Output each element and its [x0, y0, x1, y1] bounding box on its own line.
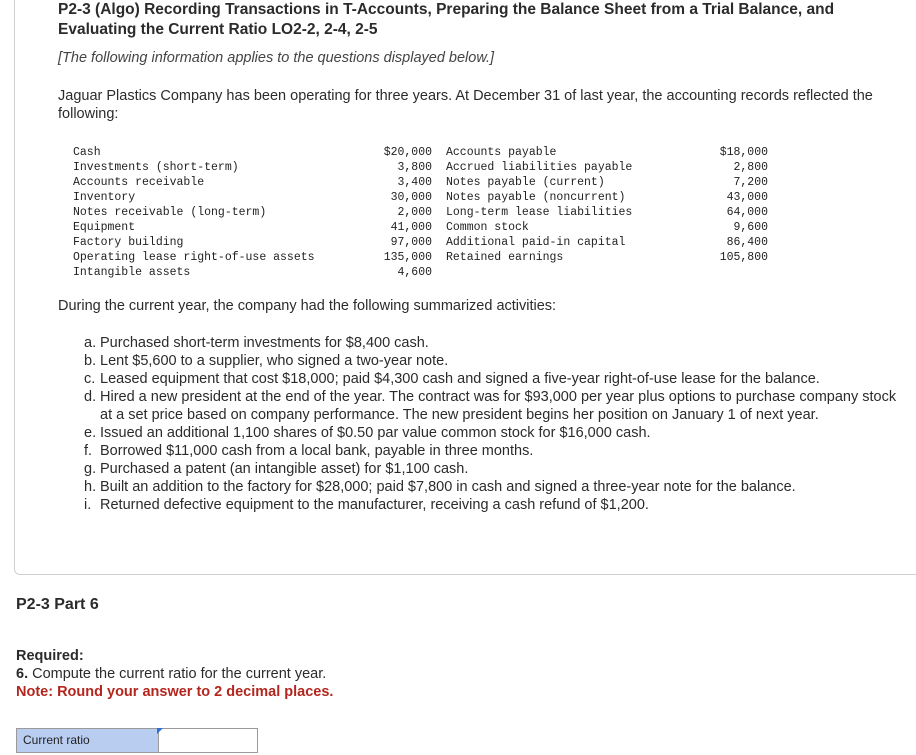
account-amount: 30,000 — [390, 191, 432, 204]
activity-key: g. — [84, 461, 97, 477]
account-amount: 43,000 — [726, 191, 768, 204]
accounts-left-amounts — [376, 145, 432, 280]
input-flag-icon — [157, 728, 163, 734]
activity-item — [84, 442, 904, 460]
activity-key: d. — [84, 389, 97, 405]
current-ratio-input[interactable] — [159, 729, 257, 752]
account-amount: 135,000 — [383, 251, 432, 264]
question-number: 6. — [16, 666, 29, 682]
account-amount: 86,400 — [726, 236, 768, 249]
account-amount: 64,000 — [726, 206, 768, 219]
activity-text: Returned defective equipment to the manufacturer, receiving a cash refund of $1,200. — [100, 497, 649, 513]
accounts-right-labels — [446, 145, 706, 265]
activity-text: Issued an additional 1,100 shares of $0.50 par value common stock for $16,000 cash. — [100, 425, 651, 441]
activity-key: i. — [84, 497, 92, 513]
account-amount: 41,000 — [390, 221, 432, 234]
activity-text: Lent $5,600 to a supplier, who signed a two-year note. — [100, 353, 449, 369]
activity-key: a. — [84, 335, 97, 351]
question-text: Compute the current ratio for the current year. — [32, 666, 327, 682]
activity-item — [84, 352, 904, 370]
account-amount: 105,800 — [719, 251, 768, 264]
activity-item — [84, 388, 904, 424]
account-label: Equipment — [73, 221, 136, 234]
account-label: Accounts receivable — [73, 176, 205, 189]
required-label: Required: — [16, 648, 84, 664]
account-amount: 4,600 — [397, 266, 432, 279]
answer-row — [16, 728, 258, 753]
account-label: Accrued liabilities payable — [446, 161, 633, 174]
accounts-right-amounts — [710, 145, 768, 265]
account-amount: 3,400 — [397, 176, 432, 189]
activity-item — [84, 424, 904, 442]
account-label: Additional paid-in capital — [446, 236, 626, 249]
activity-text: Purchased a patent (an intangible asset) for $1,100 cash. — [100, 461, 469, 477]
account-amount: 3,800 — [397, 161, 432, 174]
activity-key: c. — [84, 371, 96, 387]
part-title: P2-3 Part 6 — [16, 596, 99, 613]
account-label: Operating lease right-of-use assets — [73, 251, 315, 264]
account-label: Notes receivable (long-term) — [73, 206, 267, 219]
intro-text: Jaguar Plastics Company has been operating for three years. At December 31 of last year, the accounting records reflected the following: — [58, 88, 873, 122]
account-label: Accounts payable — [446, 146, 557, 159]
account-amount: 2,800 — [733, 161, 768, 174]
activity-text: Borrowed $11,000 cash from a local bank, payable in three months. — [100, 443, 534, 459]
activity-text: Purchased short-term investments for $8,400 cash. — [100, 335, 429, 351]
activity-item — [84, 460, 904, 478]
accounts-left-labels — [73, 145, 373, 280]
activity-item — [84, 478, 904, 496]
activity-item — [84, 334, 904, 352]
account-amount: $18,000 — [719, 146, 768, 159]
account-label: Long-term lease liabilities — [446, 206, 633, 219]
activity-text: Built an addition to the factory for $28,000; paid $7,800 in cash and signed a three-year note for the balance. — [100, 479, 796, 495]
activity-item — [84, 496, 904, 514]
account-label: Inventory — [73, 191, 136, 204]
activities-intro: During the current year, the company had the following summarized activities: — [58, 298, 557, 314]
activity-key: f. — [84, 443, 93, 459]
question — [16, 666, 326, 682]
account-amount: 2,000 — [397, 206, 432, 219]
rounding-note: Note: Round your answer to 2 decimal places. — [16, 684, 334, 700]
account-label: Common stock — [446, 221, 529, 234]
account-label: Retained earnings — [446, 251, 564, 264]
activity-key: h. — [84, 479, 97, 495]
account-amount: 97,000 — [390, 236, 432, 249]
account-label: Intangible assets — [73, 266, 191, 279]
activity-key: e. — [84, 425, 97, 441]
problem-title: P2-3 (Algo) Recording Transactions in T-Accounts, Preparing the Balance Sheet from a Trial Balance, and Evaluating the Current Ratio LO2-2, 2-4, 2-5 — [58, 1, 835, 38]
info-note: [The following information applies to the questions displayed below.] — [58, 50, 495, 66]
activity-item — [84, 370, 904, 388]
account-label: Cash — [73, 146, 101, 159]
account-label: Investments (short-term) — [73, 161, 239, 174]
activities-list — [84, 334, 904, 514]
activity-text: Leased equipment that cost $18,000; paid $4,300 cash and signed a five-year right-of-use lease for the balance. — [100, 371, 820, 387]
answer-label: Current ratio — [17, 729, 159, 752]
account-label: Factory building — [73, 236, 184, 249]
account-label: Notes payable (noncurrent) — [446, 191, 626, 204]
account-amount: 9,600 — [733, 221, 768, 234]
activity-text: Hired a new president at the end of the year. The contract was for $93,000 per year plus options to purchase company stock at a set price based on company performance. The new president begins her position on January 1 of next year. — [100, 389, 897, 423]
account-label: Notes payable (current) — [446, 176, 605, 189]
account-amount: 7,200 — [733, 176, 768, 189]
activity-key: b. — [84, 353, 97, 369]
account-amount: $20,000 — [383, 146, 432, 159]
